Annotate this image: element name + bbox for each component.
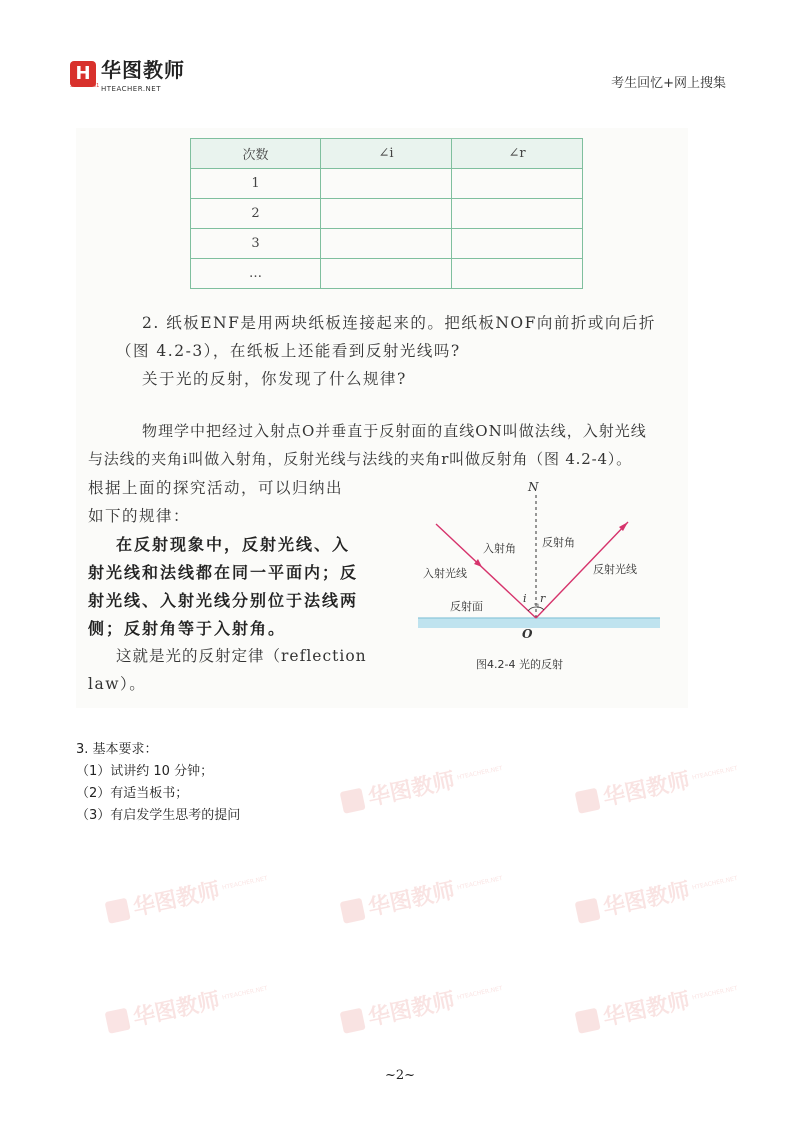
logo-mark-icon: H xyxy=(70,61,96,87)
label-reflect-angle: 反射角 xyxy=(542,536,575,549)
table-header-cell: ∠i xyxy=(321,139,452,169)
definition-line-1: 物理学中把经过入射点O并垂直于反射面的直线ON叫做法线，入射光线 xyxy=(142,422,647,440)
table-header-cell: ∠r xyxy=(452,139,583,169)
table-cell: … xyxy=(191,259,321,289)
label-o: O xyxy=(522,627,533,641)
watermark: 华图教师 HTEACHER.NET xyxy=(339,753,506,817)
label-i: i xyxy=(523,592,527,605)
figure-caption: 图4.2-4 光的反射 xyxy=(476,658,563,671)
label-incident-angle: 入射角 xyxy=(483,542,516,555)
law-line-3: 射光线、入射光线分别位于法线两 xyxy=(88,591,359,610)
label-incident-ray: 入射光线 xyxy=(423,567,467,580)
question-2-line-2: （图 4.2-3），在纸板上还能看到反射光线吗? xyxy=(116,342,461,360)
table-row xyxy=(191,259,583,289)
watermark-logo-icon xyxy=(105,1007,131,1033)
reflecting-surface xyxy=(418,618,660,628)
watermark-logo-icon xyxy=(340,787,366,813)
watermark-logo-icon xyxy=(575,1007,601,1033)
watermark: 华图教师 HTEACHER.NET xyxy=(574,753,741,817)
table-row xyxy=(191,199,583,229)
table-header-cell: 次数 xyxy=(191,139,321,169)
definition-line-2: 与法线的夹角i叫做入射角，反射光线与法线的夹角r叫做反射角（图 4.2-4）。 xyxy=(88,450,632,468)
law-line-1: 在反射现象中，反射光线、入 xyxy=(116,535,351,554)
table-cell xyxy=(321,259,452,289)
law-name-line-1: 这就是光的反射定律（reflection xyxy=(116,647,367,665)
textbook-excerpt xyxy=(76,128,688,708)
table-cell: 3 xyxy=(191,229,321,259)
watermark-logo-icon xyxy=(340,897,366,923)
table-cell xyxy=(321,199,452,229)
table-row xyxy=(191,229,583,259)
logo xyxy=(70,54,185,93)
watermark-logo-icon xyxy=(575,897,601,923)
logo-since: SINCE 2001 xyxy=(70,83,100,89)
requirement-item: （1）试讲约 10 分钟； xyxy=(76,764,214,779)
record-table xyxy=(190,138,583,289)
requirement-item: （3）有启发学生思考的提问 xyxy=(76,808,241,823)
logo-title: 华图教师 xyxy=(101,58,185,82)
question-2-line-1: 2. 纸板ENF是用两块纸板连接起来的。把纸板NOF向前折或向后折 xyxy=(142,314,656,332)
table-row xyxy=(191,169,583,199)
label-surface: 反射面 xyxy=(450,600,483,613)
watermark: 华图教师 HTEACHER.NET xyxy=(574,973,741,1037)
header-source-note: 考生回忆+网上搜集 xyxy=(611,76,726,91)
watermark: 华图教师 HTEACHER.NET xyxy=(339,863,506,927)
watermark-logo-icon xyxy=(575,787,601,813)
table-cell xyxy=(321,169,452,199)
table-cell: 1 xyxy=(191,169,321,199)
question-2-line-3: 关于光的反射，你发现了什么规律? xyxy=(142,370,407,388)
watermark: 华图教师 HTEACHER.NET xyxy=(574,863,741,927)
page-number: ~2~ xyxy=(384,1068,416,1083)
table-cell xyxy=(321,229,452,259)
definition-line-3: 根据上面的探究活动，可以归纳出 xyxy=(88,479,344,497)
label-r: r xyxy=(540,592,546,605)
table-cell xyxy=(452,169,583,199)
watermark: 华图教师 HTEACHER.NET xyxy=(104,973,271,1037)
label-n: N xyxy=(528,480,539,494)
label-reflected-ray: 反射光线 xyxy=(593,563,637,576)
law-line-2: 射光线和法线都在同一平面内；反 xyxy=(88,563,359,582)
table-cell xyxy=(452,199,583,229)
reflection-diagram xyxy=(416,480,678,690)
table-cell xyxy=(452,259,583,289)
requirements-title: 3. 基本要求： xyxy=(76,742,158,757)
law-line-4: 侧；反射角等于入射角。 xyxy=(88,619,287,638)
logo-subtitle: HTEACHER.NET xyxy=(101,85,161,93)
definition-line-4: 如下的规律： xyxy=(88,507,191,525)
watermark-logo-icon xyxy=(105,897,131,923)
watermark: 华图教师 HTEACHER.NET xyxy=(339,973,506,1037)
table-cell xyxy=(452,229,583,259)
watermark-logo-icon xyxy=(340,1007,366,1033)
watermark: 华图教师 HTEACHER.NET xyxy=(104,863,271,927)
table-cell: 2 xyxy=(191,199,321,229)
requirement-item: （2）有适当板书； xyxy=(76,786,189,801)
table-header-row xyxy=(191,139,583,169)
law-name-line-2: law）。 xyxy=(88,675,147,693)
